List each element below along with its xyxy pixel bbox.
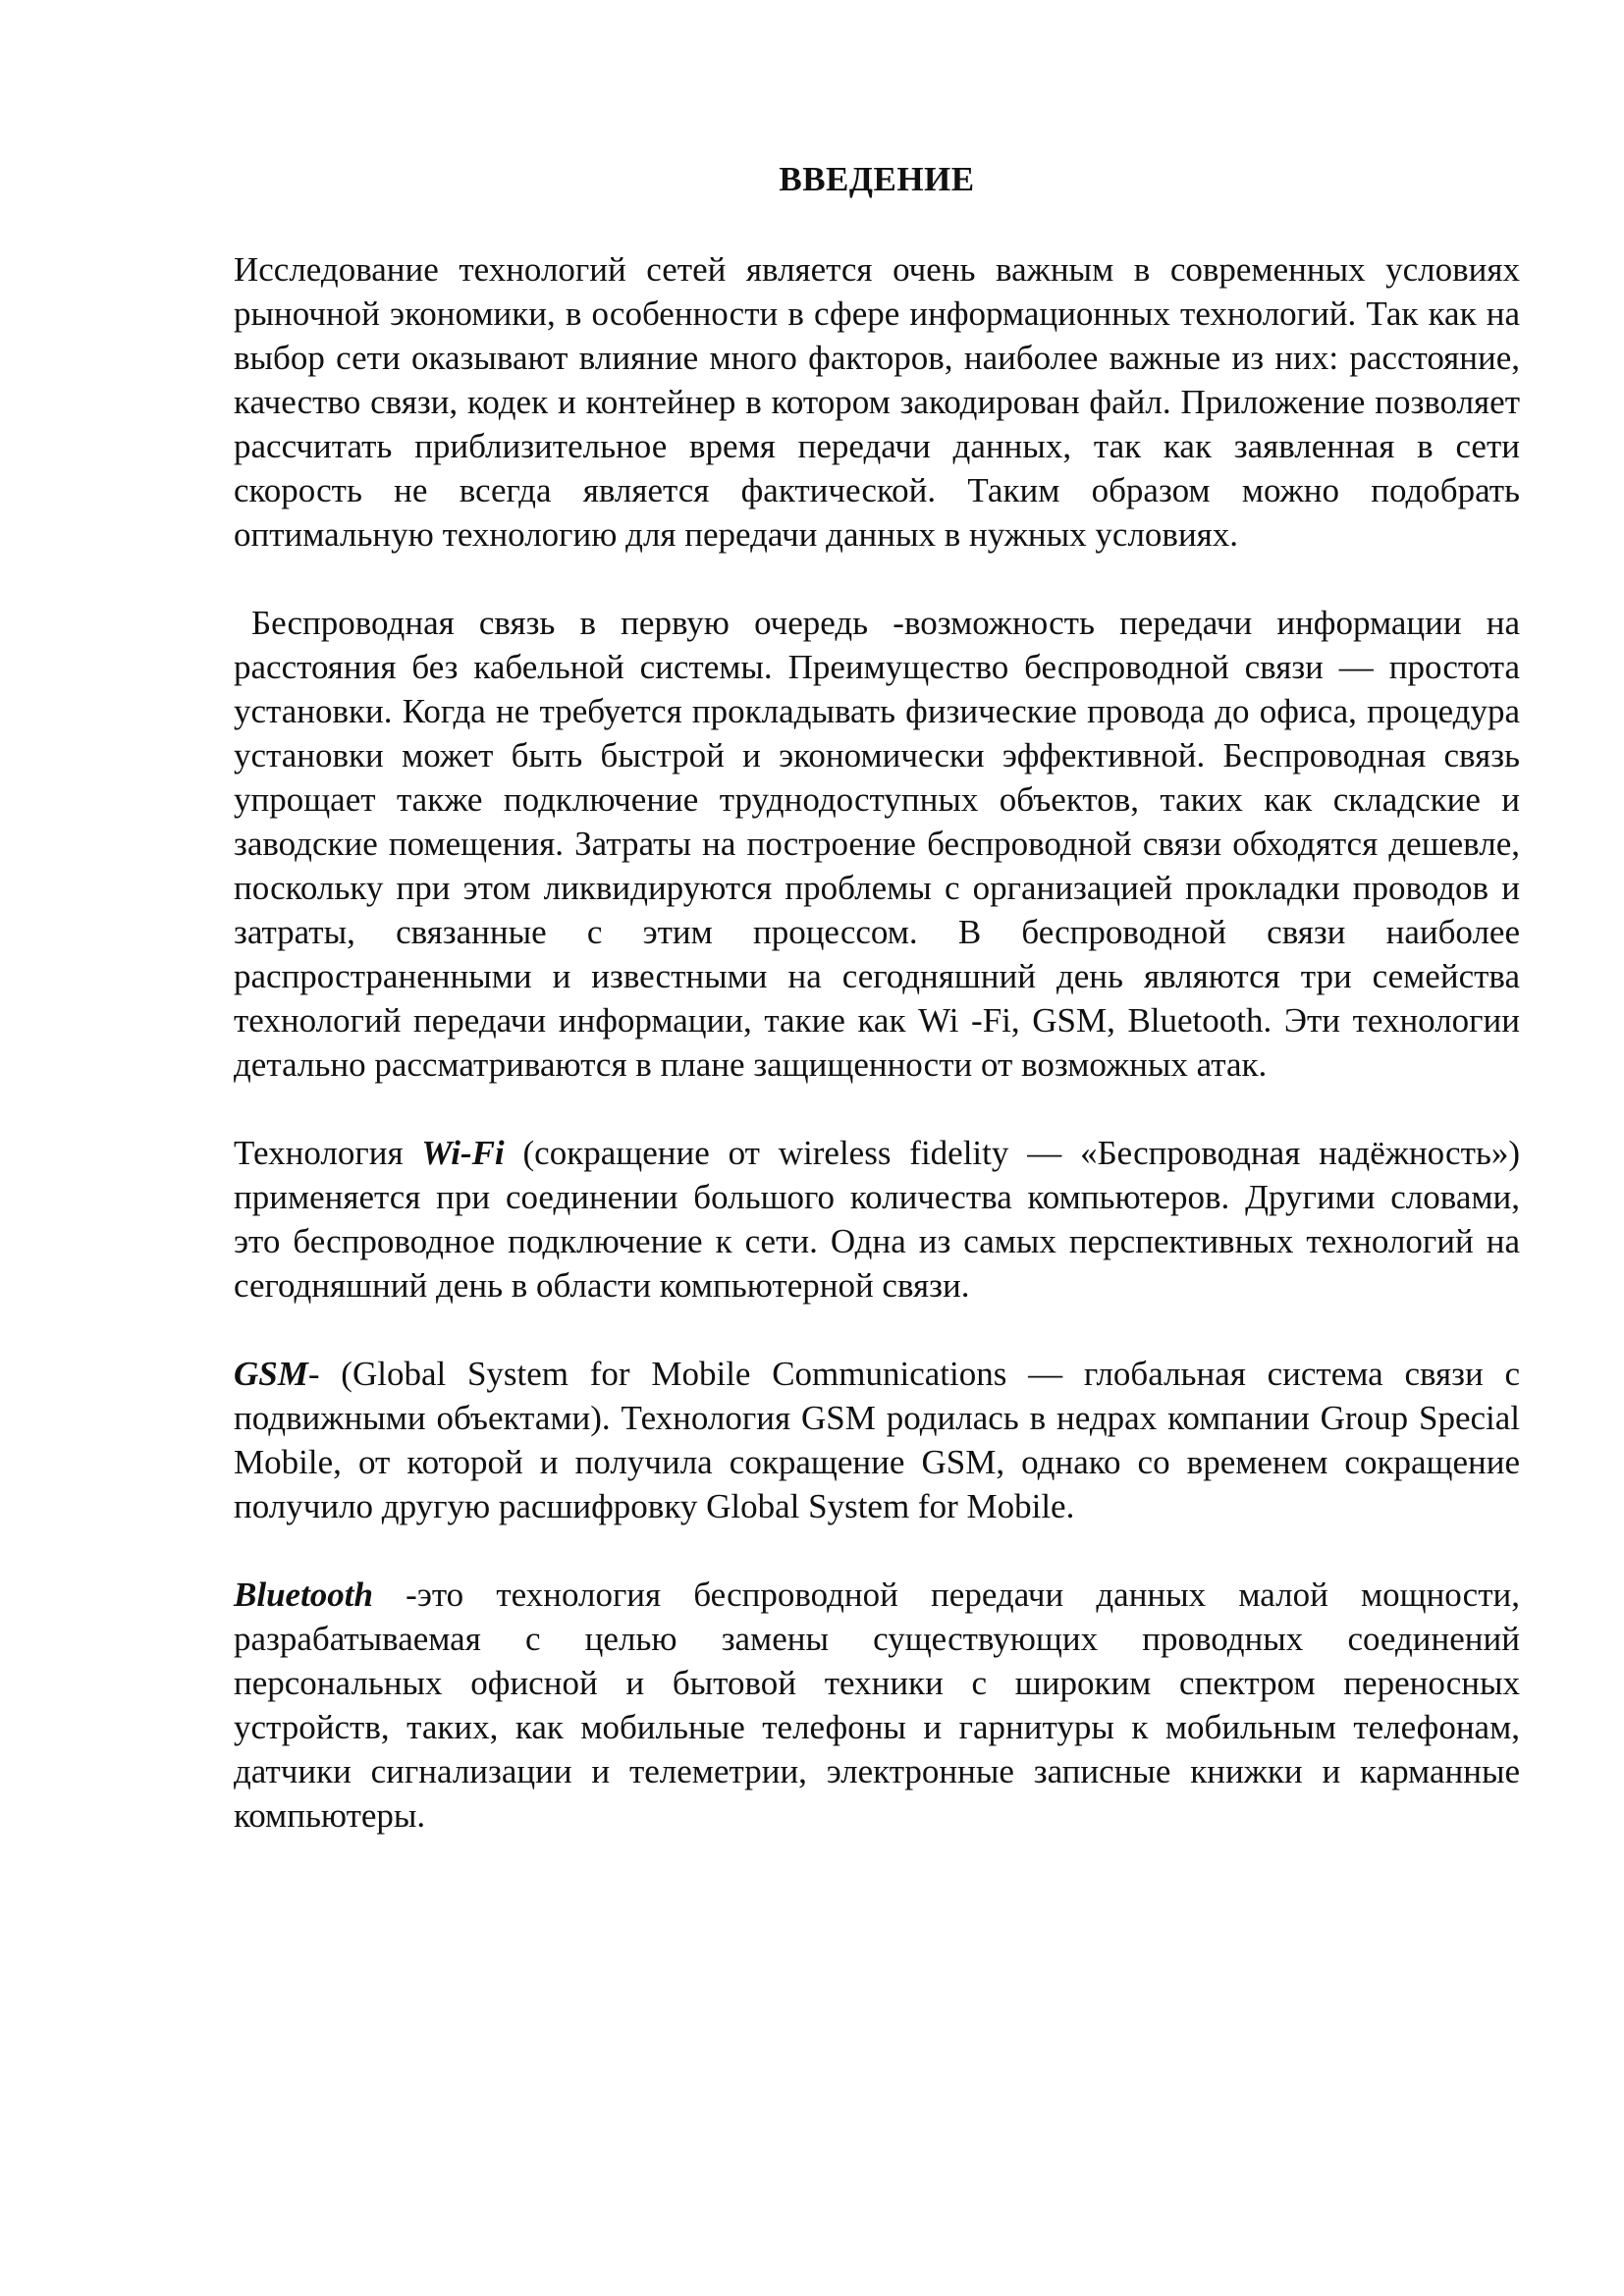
paragraph-introduction: Исследование технологий сетей является очень важным в современных условиях рыночной экономики, в особенности в сфере информационных технологий. Так как на выбор сети оказывают влияние много факторов, наиболее важные из них: расстояние, качество связи, кодек и контейнер в котором закодирован файл. Приложение позволяет рассчитать приблизительное время передачи данных, так как заявленная в сети скорость не всегда является фактической. Таким образом можно подобрать оптимальную технологию для передачи данных в нужных условиях. — [234, 250, 1520, 554]
wifi-lead: Технология — [234, 1134, 422, 1172]
bluetooth-text: -это технология беспроводной передачи данных малой мощности, разрабатываемая с целью замены существующих проводных соединений персональных офисной и бытовой техники с широким спектром переносных устройств, таких, как мобильные телефоны и гарнитуры к мобильным телефонам, датчики сигнализации и телеметрии, электронные записные книжки и карманные компьютеры. — [234, 1575, 1520, 1835]
term-wifi: Wi-Fi — [421, 1134, 505, 1172]
paragraph-gsm — [234, 1352, 1520, 1528]
document-body — [234, 157, 1520, 1882]
page-title: ВВЕДЕНИЕ — [779, 160, 975, 198]
wifi-text: (сокращение от wireless fidelity — «Беспроводная надёжность») применяется при соединении большого количества компьютеров. Другими словами, это беспроводное подключение к сети. Одна из самых перспективных технологий на сегодняшний день в области компьютерной связи. — [234, 1134, 1520, 1305]
paragraph-wifi — [234, 1131, 1520, 1308]
term-gsm: GSM — [234, 1355, 308, 1393]
gsm-text: - (Global System for Mobile Communications — глобальная система связи с подвижными объектами). Технология GSM родилась в недрах компании Group Special Mobile, от которой и получила сокращение GSM, однако со временем сокращение получило другую расшифровку Global System for Mobile. — [234, 1355, 1520, 1525]
term-bluetooth: Bluetooth — [234, 1575, 373, 1614]
paragraph-wireless: Беспроводная связь в первую очередь -возможность передачи информации на расстояния без кабельной системы. Преимущество беспроводной связи — простота установки. Когда не требуется прокладывать физические провода до офиса, процедура установки может быть быстрой и экономически эффективной. Беспроводная связь упрощает также подключение труднодоступных объектов, таких как складские и заводские помещения. Затраты на построение беспроводной связи обходятся дешевле, поскольку при этом ликвидируются проблемы с организацией прокладки проводов и затраты, связанные с этим процессом. В беспроводной связи наиболее распространенными и известными на сегодняшний день являются три семейства технологий передачи информации, такие как Wi -Fi, GSM, Bluetooth. Эти технологии детально рассматриваются в плане защищенности от возможных атак. — [234, 604, 1520, 1084]
paragraph-bluetooth — [234, 1573, 1520, 1838]
